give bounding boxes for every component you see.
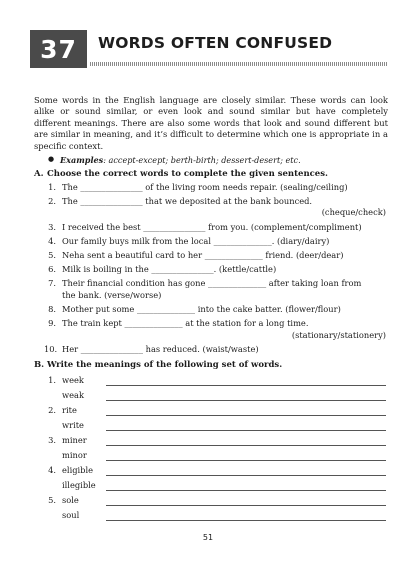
page-number: 51 (202, 533, 214, 542)
question-text: Her _______________ has reduced. (waist/waste) (62, 344, 259, 354)
question-number: 3. (48, 222, 56, 232)
question-text: Neha sent a beautiful card to her ______________ friend. (deer/dear) (62, 250, 344, 260)
answer-line[interactable] (106, 490, 386, 491)
chapter-title: WORDS OFTEN CONFUSED (98, 34, 333, 52)
question-7 (44, 278, 386, 302)
answer-line[interactable] (106, 415, 386, 416)
answer-line[interactable] (106, 520, 386, 521)
question-number: 7. (48, 278, 56, 288)
answer-line[interactable] (106, 400, 386, 401)
question-options: (cheque/check) (321, 207, 386, 217)
word-row-eligible (44, 465, 386, 477)
title-rule (90, 62, 388, 66)
question-9 (44, 318, 386, 342)
word-number: 1. (48, 375, 56, 385)
word-label: eligible (62, 465, 94, 475)
word-label: miner (62, 435, 87, 445)
answer-line[interactable] (106, 385, 386, 386)
question-number: 10. (44, 344, 58, 354)
examples-text: : accept-except; berth-birth; dessert-desert; etc. (103, 155, 301, 165)
question-text: The train kept ______________ at the station for a long time. (62, 318, 309, 328)
section-a-title: Choose the correct words to complete the given sentences. (47, 169, 328, 179)
question-text: The _______________ that we deposited at the bank bounced. (62, 196, 313, 206)
word-label: write (62, 420, 84, 430)
question-text: Milk is boiling in the _______________. (kettle/cattle) (62, 264, 277, 274)
word-row-soul (44, 510, 386, 522)
answer-line[interactable] (106, 430, 386, 431)
word-number: 4. (48, 465, 56, 475)
section-a-letter: A. (34, 169, 44, 179)
examples-label: Examples (60, 155, 104, 165)
word-number: 3. (48, 435, 56, 445)
word-label: illegible (62, 480, 96, 490)
word-label: rite (62, 405, 77, 415)
question-2 (44, 196, 386, 220)
question-number: 1. (48, 182, 56, 192)
word-row-week (44, 375, 386, 387)
word-label: soul (62, 510, 80, 520)
word-label: week (62, 375, 84, 385)
section-b-title: Write the meanings of the following set of words. (47, 360, 283, 370)
word-label: minor (62, 450, 87, 460)
question-text-continued: the bank. (verse/worse) (62, 290, 162, 300)
section-b-letter: B. (34, 360, 45, 370)
word-row-minor (44, 450, 386, 462)
answer-line[interactable] (106, 475, 386, 476)
question-number: 6. (48, 264, 56, 274)
chapter-number: 37 (40, 34, 77, 64)
question-text: The _______________ of the living room needs repair. (sealing/ceiling) (62, 182, 348, 192)
answer-line[interactable] (106, 460, 386, 461)
word-label: weak (62, 390, 84, 400)
question-options: (stationary/stationery) (291, 330, 386, 340)
question-number: 5. (48, 250, 56, 260)
word-number: 2. (48, 405, 56, 415)
word-row-write (44, 420, 386, 432)
section-b-heading (34, 360, 282, 370)
question-text: Their financial condition has gone ______________ after taking loan from (62, 278, 362, 288)
question-text: Our family buys milk from the local ______________. (diary/dairy) (62, 236, 330, 246)
examples-line (48, 155, 301, 165)
intro-paragraph: Some words in the English language are closely similar. These words can look alike or sound similar, or even look and sound similar but have completely different meanings. There are also some words that look and sound different but are similar in meaning, and it’s difficult to determine which one is appropriate in a specific context. (34, 95, 388, 151)
word-row-weak (44, 390, 386, 402)
question-text: I received the best _______________ from you. (complement/compliment) (62, 222, 362, 232)
word-number: 5. (48, 495, 56, 505)
bullet-icon: ● (48, 155, 55, 163)
section-a-heading (34, 169, 328, 179)
answer-line[interactable] (106, 505, 386, 506)
word-label: sole (62, 495, 79, 505)
question-number: 4. (48, 236, 56, 246)
question-number: 9. (48, 318, 56, 328)
chapter-number-box (30, 30, 87, 68)
answer-line[interactable] (106, 445, 386, 446)
question-number: 2. (48, 196, 56, 206)
word-row-sole (44, 495, 386, 507)
word-row-illegible (44, 480, 386, 492)
word-row-miner (44, 435, 386, 447)
question-number: 8. (48, 304, 56, 314)
word-row-rite (44, 405, 386, 417)
question-text: Mother put some ______________ into the cake batter. (flower/flour) (62, 304, 341, 314)
